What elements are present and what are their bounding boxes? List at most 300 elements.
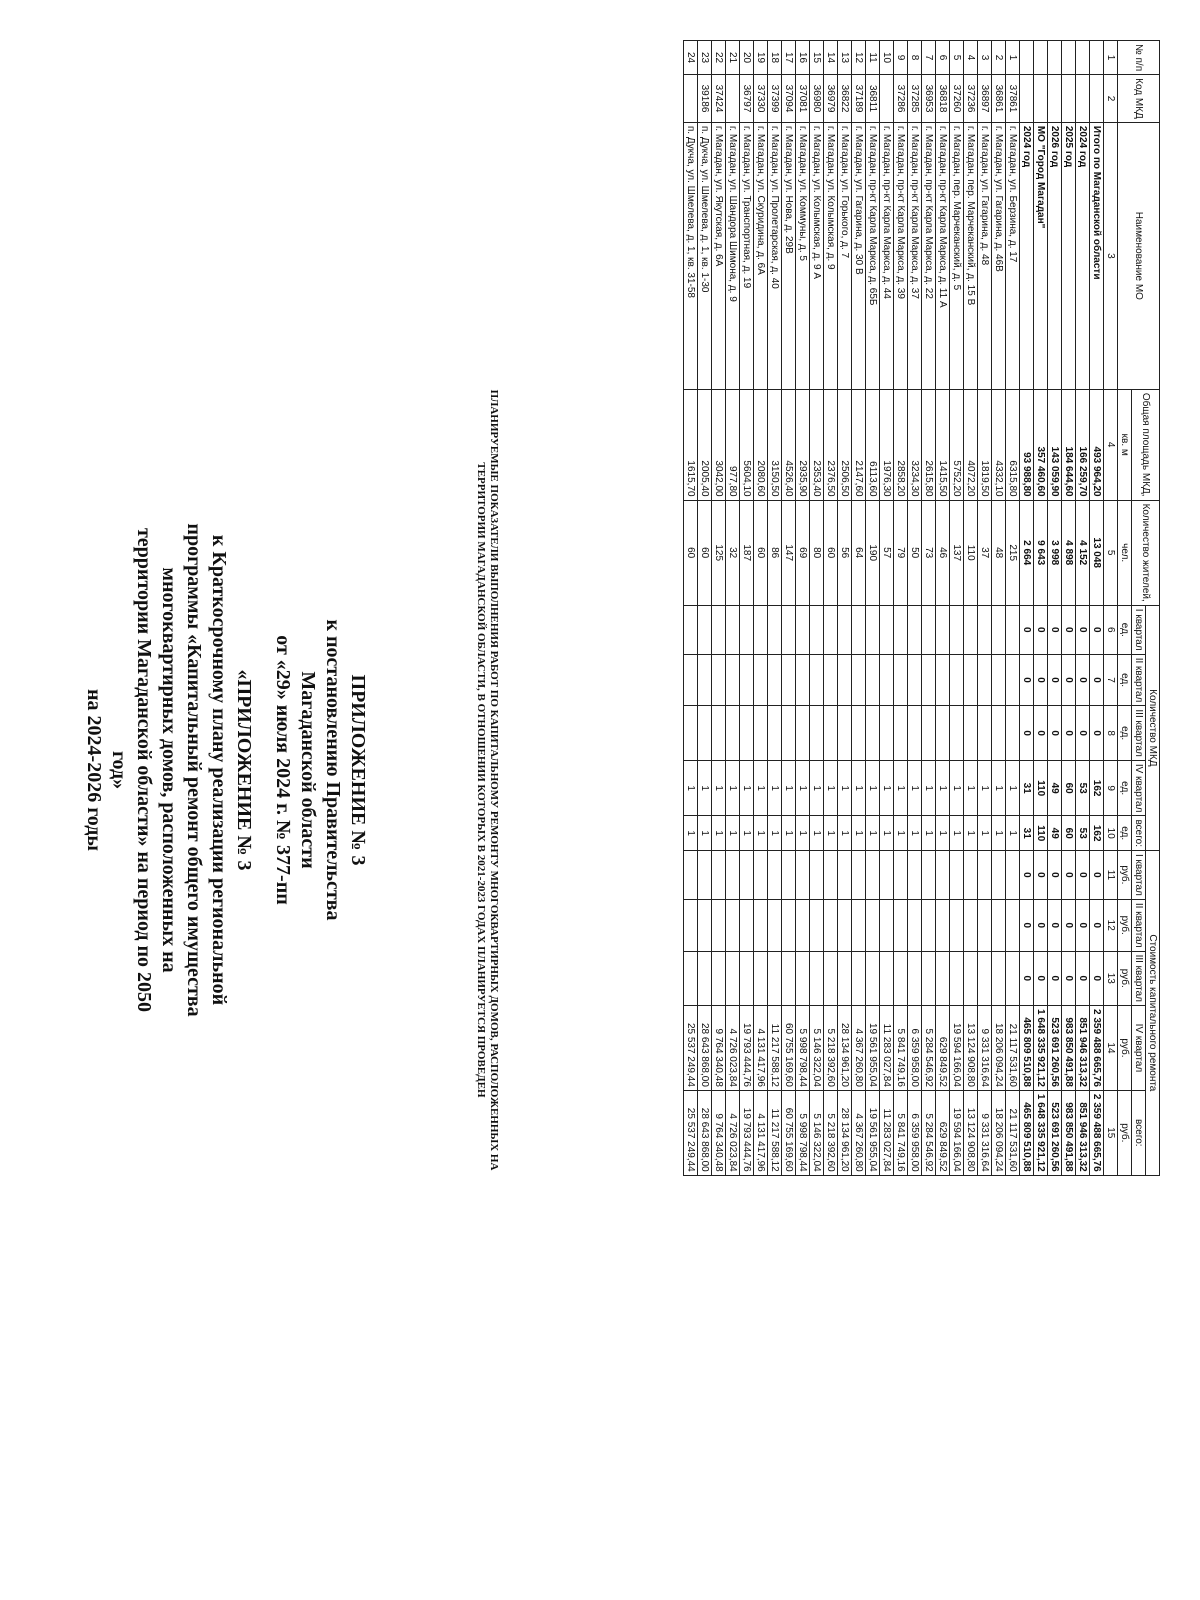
header-line: от «29» июля 2024 г. № 377-пп [272,635,294,905]
table-cell: 4 131 417,96 [754,1006,768,1091]
table-cell: 166 259,70 [1076,389,1090,500]
table-cell [824,706,838,760]
table-cell: 19 561 955,04 [866,1006,880,1091]
table-row [1020,41,1034,1176]
table-cell [992,850,1006,899]
table-row [964,41,978,1176]
col-header-cost-group: Стоимость капитального ремонта [1146,850,1160,1175]
table-cell [768,951,782,1005]
table-cell: 4 131 417,96 [754,1090,768,1175]
table-cell [852,605,866,654]
table-cell: г. Магадан, ул. Гагарина, д. 46В [992,122,1006,389]
table-cell: 11 283 027,84 [880,1090,894,1175]
table-cell: 5 998 798,44 [796,1090,810,1175]
table-cell [824,605,838,654]
table-cell: г. Магадан, ул. Пролетарская, д. 40 [768,122,782,389]
column-number: 11 [1104,850,1118,899]
table-cell: 2026 год [1048,122,1062,389]
table-row [1048,41,1062,1176]
table-cell: 0 [1076,899,1090,951]
table-row [1006,41,1020,1176]
table-cell: 36818 [936,75,950,123]
table-cell: 60 [698,500,712,605]
table-cell [978,951,992,1005]
table-cell: 36953 [922,75,936,123]
table-cell: 49 [1048,816,1062,851]
table-cell: 0 [1048,951,1062,1005]
column-number: 4 [1104,389,1118,500]
table-cell: 48 [992,500,1006,605]
table-cell [698,605,712,654]
table-cell [740,605,754,654]
table-cell: 60 755 169,60 [782,1090,796,1175]
table-cell: 2024 год [1020,122,1034,389]
table-cell: 36797 [740,75,754,123]
table-cell [768,850,782,899]
table-cell [698,850,712,899]
table-cell: 9 331 316,64 [978,1090,992,1175]
table-cell: 1 [796,816,810,851]
table-cell: 32 [726,500,740,605]
table-cell: 523 691 260,56 [1048,1006,1062,1091]
table-cell [1006,899,1020,951]
table-cell [992,951,1006,1005]
table-header-row [1146,41,1160,1176]
table-cell: 37424 [712,75,726,123]
header-line: на 2024-2026 годы [83,689,105,851]
table-cell [894,706,908,760]
table-cell [754,706,768,760]
table-cell [1090,75,1104,123]
table-cell [740,706,754,760]
table-cell [810,899,824,951]
table-cell [782,706,796,760]
table-cell: 1 [824,816,838,851]
table-cell: 125 [712,500,726,605]
table-row [1076,41,1090,1176]
table-cell: 7 [922,41,936,75]
table-cell [992,605,1006,654]
table-cell [782,605,796,654]
table-cell: 1 [978,760,992,816]
table-cell: 6 359 958,00 [908,1006,922,1091]
table-cell: 4332,10 [992,389,1006,500]
table-cell: 12 [852,41,866,75]
table-cell [992,899,1006,951]
table-cell: 1 [684,816,698,851]
table-cell: 37 [978,500,992,605]
table-cell [824,951,838,1005]
table-cell: 37399 [768,75,782,123]
table-cell: 39186 [698,75,712,123]
header-line: год» [108,750,130,790]
unit-rub: руб. [1118,951,1132,1005]
table-cell: 1 [768,816,782,851]
table-cell [950,654,964,706]
table-cell [852,706,866,760]
table-cell: 1 [726,816,740,851]
table-cell: 1 [782,760,796,816]
table-cell: 1 [838,760,852,816]
table-cell: 0 [1076,706,1090,760]
column-numbers-row [1104,41,1118,1176]
table-cell [768,605,782,654]
table-cell [908,850,922,899]
table-cell [824,654,838,706]
table-cell [796,899,810,951]
table-cell [796,951,810,1005]
table-cell: 20 [740,41,754,75]
table-cell [754,850,768,899]
header-line: к Краткосрочному плану реализации региональной [208,534,230,1006]
table-cell: 1 648 335 921,12 [1034,1006,1048,1091]
table-row [908,41,922,1176]
table-cell [712,706,726,760]
table-cell [1034,75,1048,123]
table-cell: 16 [796,41,810,75]
table-cell: 0 [1020,850,1034,899]
table-cell: 37260 [950,75,964,123]
table-row [1034,41,1048,1176]
table-cell [894,951,908,1005]
table-cell: 1 [768,760,782,816]
table-cell: г. Магадан, ул. Скуридина, д. 6А [754,122,768,389]
table-row [1090,41,1104,1176]
table-cell: 13 048 [1090,500,1104,605]
table-cell: 3 998 [1048,500,1062,605]
unit-rub: руб. [1118,1006,1132,1091]
col-header-cost-q2: II квартал [1132,899,1146,951]
table-cell: 1 [852,760,866,816]
table-cell: 1 [1006,41,1020,75]
table-cell: 6113,60 [866,389,880,500]
table-cell [824,850,838,899]
table-cell: 851 946 313,32 [1076,1006,1090,1091]
table-cell: г. Магадан, пер. Марчеканский, д. 5 [950,122,964,389]
table-cell: 629 849,52 [936,1090,950,1175]
table-cell [922,951,936,1005]
table-cell [852,654,866,706]
table-cell: 1976,30 [880,389,894,500]
col-header-name: Наименование МО [1118,122,1160,389]
table-cell [978,850,992,899]
table-cell [922,706,936,760]
col-header-area: Общая площадь МКД, [1132,389,1160,500]
table-cell [852,951,866,1005]
table-cell: 190 [866,500,880,605]
table-cell [824,899,838,951]
table-cell: 13 124 908,80 [964,1006,978,1091]
table-row [866,41,880,1176]
col-header-cost-q4: IV квартал [1132,1006,1146,1091]
table-cell: 60 [824,500,838,605]
table-cell: 1615,70 [684,389,698,500]
table-cell: 0 [1034,605,1048,654]
table-cell: 162 [1090,816,1104,851]
table-row [754,41,768,1176]
table-cell: г. Магадан, ул. Гагарина, д. 30 В [852,122,866,389]
table-cell [712,899,726,951]
unit-residents: чел. [1118,500,1132,605]
table-cell: 0 [1048,605,1062,654]
table-cell [740,850,754,899]
col-header-q2: II квартал [1132,654,1146,706]
table-cell [1006,605,1020,654]
table-cell [726,75,740,123]
table-cell: 37189 [852,75,866,123]
table-cell [950,605,964,654]
column-number: 1 [1104,41,1118,75]
table-cell: 0 [1090,654,1104,706]
table-cell [838,951,852,1005]
table-cell: 37285 [908,75,922,123]
table-cell: 0 [1034,899,1048,951]
data-table [683,40,1160,1176]
table-cell: 11 217 588,12 [768,1090,782,1175]
table-cell [754,951,768,1005]
table-row [936,41,950,1176]
table-container [683,40,1160,1560]
table-cell: 21 [726,41,740,75]
table-cell: 1 [894,760,908,816]
table-cell: 0 [1034,706,1048,760]
table-cell: 162 [1090,760,1104,816]
table-cell [684,899,698,951]
table-cell: 1 [698,816,712,851]
column-number: 15 [1104,1090,1118,1175]
table-cell: 5604,10 [740,389,754,500]
table-cell: 1 [936,760,950,816]
table-cell [922,654,936,706]
header-line: многоквартирных домов, расположенных на [158,567,180,973]
table-cell: 5 284 546,92 [922,1090,936,1175]
table-row [712,41,726,1176]
table-cell [978,706,992,760]
header-line: территории Магаданской области» на период по 2050 [133,527,155,1013]
column-number: 2 [1104,75,1118,123]
header-line: к постановлению Правительства [322,619,344,921]
table-cell [852,850,866,899]
table-cell: 0 [1034,850,1048,899]
table-cell: 1 [978,816,992,851]
table-cell [838,706,852,760]
table-cell [950,706,964,760]
table-cell [866,951,880,1005]
table-cell: 4 367 260,80 [852,1090,866,1175]
table-cell: 64 [852,500,866,605]
table-cell: 0 [1090,706,1104,760]
table-cell: г. Магадан, пр-кт Карла Маркса, д. 44 [880,122,894,389]
table-cell: 1 [1006,816,1020,851]
table-cell: 0 [1062,654,1076,706]
table-row [782,41,796,1176]
table-cell: 37286 [894,75,908,123]
table-cell [908,605,922,654]
table-row [922,41,936,1176]
table-cell: 0 [1090,899,1104,951]
table-cell: 31 [1020,816,1034,851]
table-cell: 80 [810,500,824,605]
table-cell [964,605,978,654]
table-cell: 1 [740,760,754,816]
col-header-q1: I квартал [1132,605,1146,654]
table-cell: 465 809 510,88 [1020,1006,1034,1091]
table-row [880,41,894,1176]
table-cell [712,850,726,899]
table-cell: 24 [684,41,698,75]
table-cell: 79 [894,500,908,605]
table-cell [922,605,936,654]
table-cell: 1 [782,816,796,851]
table-cell [936,951,950,1005]
table-cell: 1 [992,816,1006,851]
column-number: 3 [1104,122,1118,389]
table-cell [908,654,922,706]
table-row [768,41,782,1176]
table-cell: 184 644,60 [1062,389,1076,500]
table-cell: 1 [908,816,922,851]
table-cell: 2 [992,41,1006,75]
table-cell: 93 988,80 [1020,389,1034,500]
table-cell: 1 [894,816,908,851]
table-cell: 110 [1034,760,1048,816]
table-cell: 0 [1020,654,1034,706]
table-cell [978,899,992,951]
table-cell: 629 849,52 [936,1006,950,1091]
table-cell [894,850,908,899]
table-cell: 60 755 169,60 [782,1006,796,1091]
table-cell [768,654,782,706]
table-cell: 37094 [782,75,796,123]
table-cell [782,951,796,1005]
table-cell [838,654,852,706]
table-row [1062,41,1076,1176]
table-cell: г. Магадан, пр-кт Карла Маркса, д. 39 [894,122,908,389]
table-cell: 28 134 961,20 [838,1006,852,1091]
table-cell: г. Магадан, ул. Гагарина, д. 48 [978,122,992,389]
col-header-count-group: Количество МКД [1146,605,1160,850]
table-cell: 5 841 749,16 [894,1090,908,1175]
table-cell: 0 [1062,605,1076,654]
table-cell: 56 [838,500,852,605]
table-cell [1048,75,1062,123]
table-cell: 9 764 340,48 [712,1006,726,1091]
table-cell: 25 537 249,44 [684,1090,698,1175]
table-cell: 4 726 023,84 [726,1090,740,1175]
table-cell [922,899,936,951]
table-cell: 4 152 [1076,500,1090,605]
table-cell [712,951,726,1005]
table-cell [866,654,880,706]
table-cell: 1 [796,760,810,816]
table-cell: 215 [1006,500,1020,605]
table-cell: г. Магадан, ул. Коммуны, д. 5 [796,122,810,389]
table-cell [796,850,810,899]
table-cell: 15 [810,41,824,75]
table-cell: 5 998 798,44 [796,1006,810,1091]
table-cell: 18 [768,41,782,75]
table-cell [880,75,894,123]
table-cell [810,654,824,706]
table-cell [698,706,712,760]
table-cell: 0 [1062,899,1076,951]
table-cell [880,654,894,706]
table-cell: 17 [782,41,796,75]
table-cell: г. Магадан, ул. Нова, д. 29В [782,122,796,389]
column-number: 10 [1104,816,1118,851]
table-cell: 5 146 322,04 [810,1090,824,1175]
table-cell: 1 [740,816,754,851]
table-cell: г. Магадан, пр-кт Карла Маркса, д. 65Б [866,122,880,389]
table-cell: 1 [712,816,726,851]
table-cell: г. Магадан, ул. Шандора Шимона, д. 9 [726,122,740,389]
table-cell [810,605,824,654]
table-cell: 1 [754,816,768,851]
table-cell: 69 [796,500,810,605]
table-cell: 3042,00 [712,389,726,500]
table-cell [936,850,950,899]
table-cell: 46 [936,500,950,605]
table-cell: г. Магадан, ул. Горького, д. 7 [838,122,852,389]
table-cell: 493 964,20 [1090,389,1104,500]
table-cell [1020,75,1034,123]
table-cell [1006,706,1020,760]
table-cell [726,654,740,706]
table-cell: 4526,40 [782,389,796,500]
table-cell: 28 643 868,00 [698,1006,712,1091]
col-header-residents: Количество жителей, [1132,500,1160,605]
table-cell [936,654,950,706]
table-cell: 13 [838,41,852,75]
table-cell: 0 [1048,899,1062,951]
table-cell [726,706,740,760]
table-cell [754,899,768,951]
table-cell [866,605,880,654]
table-cell [1048,41,1062,75]
table-cell [684,850,698,899]
table-cell: 4 726 023,84 [726,1006,740,1091]
table-cell: 1 [936,816,950,851]
table-cell: 1 [880,760,894,816]
table-cell: 49 [1048,760,1062,816]
table-cell [964,899,978,951]
table-cell: 1 [852,816,866,851]
table-cell: 2 359 488 665,76 [1090,1090,1104,1175]
table-cell: 983 850 491,88 [1062,1090,1076,1175]
table-cell: 1 [726,760,740,816]
table-cell: г. Магадан, пер. Марчеканский, д. 15 В [964,122,978,389]
col-header-total: всего: [1132,816,1146,851]
table-cell [964,654,978,706]
table-cell: 1 [866,760,880,816]
table-cell [894,654,908,706]
unit-area: кв. м [1118,389,1132,500]
table-cell: 4072,20 [964,389,978,500]
table-cell [908,706,922,760]
table-cell: 19 561 955,04 [866,1090,880,1175]
column-number: 13 [1104,951,1118,1005]
unit-count: ед. [1118,605,1132,654]
table-cell: 9 [894,41,908,75]
table-cell [1006,654,1020,706]
table-cell: 0 [1034,951,1048,1005]
unit-count: ед. [1118,654,1132,706]
header-line: программы «Капитальный ремонт общего имущества [183,523,205,1017]
unit-count: ед. [1118,816,1132,851]
table-cell: 19 594 166,04 [950,1090,964,1175]
table-cell: 18 206 094,24 [992,1006,1006,1091]
table-cell: 18 206 094,24 [992,1090,1006,1175]
